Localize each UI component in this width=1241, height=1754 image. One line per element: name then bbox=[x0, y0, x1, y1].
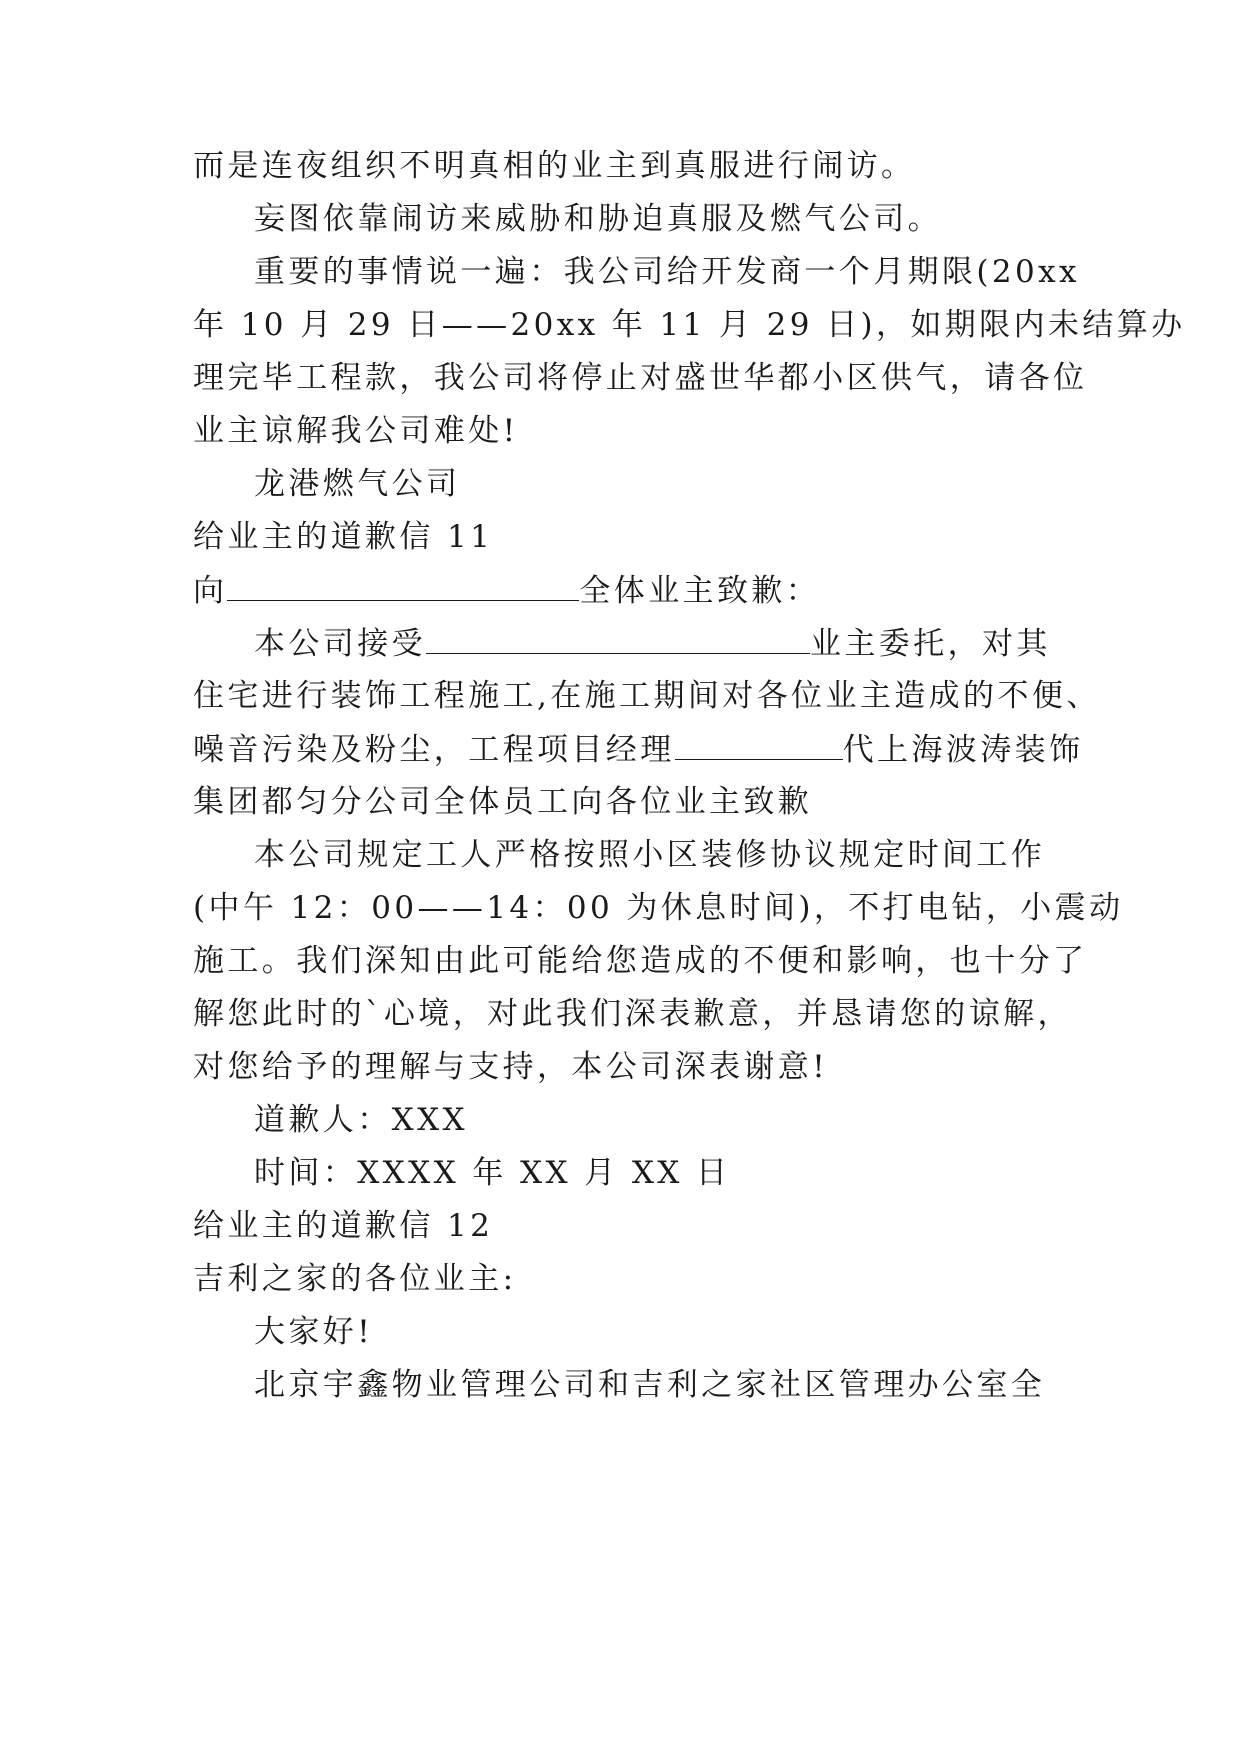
paragraph-line: 住宅进行装饰工程施工,在施工期间对各位业主造成的不便、 bbox=[193, 678, 1101, 714]
paragraph-line: 北京宇鑫物业管理公司和吉利之家社区管理办公室全 bbox=[254, 1367, 1046, 1403]
apologizer-line: 道歉人：XXX bbox=[254, 1102, 469, 1138]
signature-line: 龙港燃气公司 bbox=[254, 466, 461, 502]
fill-in-blank bbox=[426, 623, 810, 654]
text-segment: 代上海波涛装饰 bbox=[842, 732, 1084, 768]
paragraph-line: (中午 12：00——14：00 为休息时间)，不打电钻，小震动 bbox=[193, 890, 1124, 926]
paragraph-line: 妄图依靠闹访来威胁和胁迫真服及燃气公司。 bbox=[254, 201, 942, 237]
text-segment: 业主委托，对其 bbox=[810, 626, 1051, 662]
paragraph-line bbox=[193, 729, 1084, 769]
paragraph-line: 解您此时的`心境，对此我们深表歉意，并恳请您的谅解， bbox=[193, 996, 1072, 1032]
paragraph-line: 而是连夜组织不明真相的业主到真服进行闹访。 bbox=[193, 148, 916, 184]
paragraph-line: 施工。我们深知由此可能给您造成的不便和影响，也十分了 bbox=[193, 943, 1088, 979]
salutation-prefix: 向 bbox=[193, 573, 228, 609]
section-heading: 给业主的道歉信 12 bbox=[193, 1208, 494, 1244]
salutation-line: 吉利之家的各位业主: bbox=[193, 1261, 517, 1297]
text-segment: 噪音污染及粉尘，工程项目经理 bbox=[193, 732, 675, 768]
paragraph-line: 重要的事情说一遍：我公司给开发商一个月期限(20xx bbox=[254, 254, 1080, 290]
paragraph-line: 对您给予的理解与支持，本公司深表谢意! bbox=[193, 1049, 829, 1085]
salutation-line bbox=[193, 570, 1053, 610]
text-segment: 本公司接受 bbox=[254, 626, 426, 662]
paragraph-line: 本公司规定工人严格按照小区装修协议规定时间工作 bbox=[254, 837, 1046, 873]
paragraph-line: 业主谅解我公司难处! bbox=[193, 413, 519, 449]
greeting-line: 大家好! bbox=[254, 1314, 374, 1350]
date-line: 时间：XXXX 年 XX 月 XX 日 bbox=[254, 1155, 731, 1191]
paragraph-line: 集团都匀分公司全体员工向各位业主致歉 bbox=[193, 784, 813, 820]
section-heading: 给业主的道歉信 11 bbox=[193, 519, 494, 555]
fill-in-blank bbox=[227, 570, 579, 601]
fill-in-blank bbox=[675, 729, 843, 760]
salutation-suffix: 全体业主致歉： bbox=[579, 573, 821, 609]
paragraph-line: 理完毕工程款，我公司将停止对盛世华都小区供气，请各位 bbox=[193, 360, 1088, 396]
paragraph-line: 年 10 月 29 日——20xx 年 11 月 29 日)，如期限内未结算办 bbox=[193, 307, 1186, 343]
paragraph-line bbox=[254, 623, 1054, 663]
